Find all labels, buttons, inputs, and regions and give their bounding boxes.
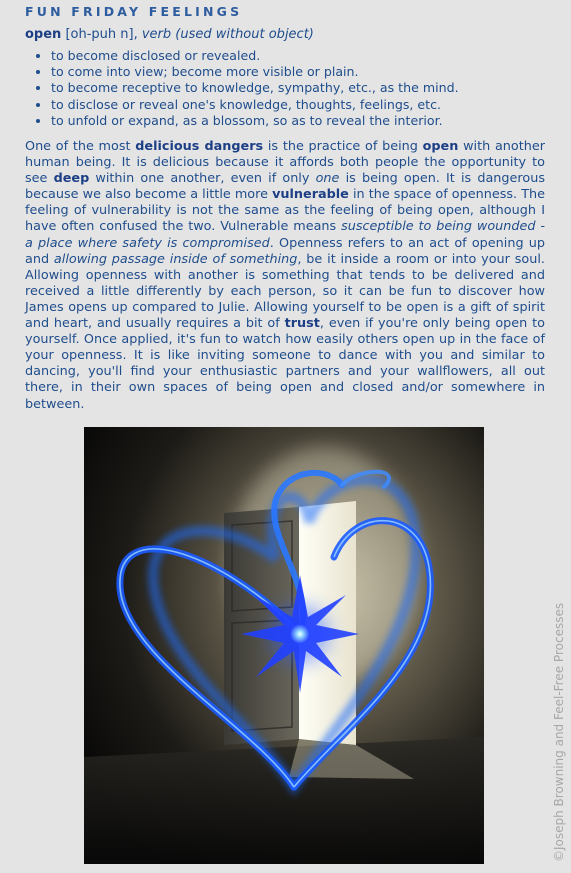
- body-emphasis-delicious-dangers: delicious dangers: [135, 139, 264, 154]
- body-italic-allowing-passage: allowing passage inside of something: [53, 251, 298, 267]
- body-text: is the practice of being: [263, 139, 423, 154]
- star-core: [290, 624, 310, 644]
- body-text: within one another, even if only: [89, 171, 316, 187]
- body-italic-one: one: [315, 171, 340, 187]
- body-text: , be it inside a room or into your soul. Allowing openness with another is something that tends to be delivered and received a little differently by each person, so it can be fun to discover how James opens up compared to Julie. Allowing yourself to be open is a gift of spirit and heart, and usually requires a bit of: [25, 251, 545, 332]
- definition-word: open: [25, 27, 62, 42]
- body-text: , even if you're only being open to yourself. Once applied, it's fun to watch how easily others open up in the face of your openness. It is like inviting someone to dance with you and similar to dancing, you'll find your enthusiastic partners and your wallflowers, all out there, in their own spaces of being open and closed and/or somewhere in between.: [25, 316, 545, 412]
- body-emphasis-trust: trust: [284, 316, 320, 332]
- body-emphasis-vulnerable: vulnerable: [272, 187, 349, 203]
- body-text: is being open. It is dangerous because we also become a little more: [25, 171, 545, 203]
- light-painted-heart-doorway-photo: [84, 427, 484, 864]
- body-text: with another human being. It is delicious because it affords both people the opportunity to see: [25, 139, 545, 187]
- page-heading: FUN FRIDAY FEELINGS: [25, 4, 243, 19]
- definition-part-of-speech: verb (used without object): [141, 27, 314, 42]
- body-text: . Openness refers to an act of opening up and: [25, 235, 545, 267]
- definition-pronunciation: [oh-puh n],: [61, 27, 142, 42]
- body-emphasis-deep: deep: [53, 171, 90, 187]
- definition-sense: • to become disclosed or revealed.: [51, 48, 551, 64]
- body-italic-susceptible: susceptible to being wounded - a place where safety is compromised: [25, 219, 545, 251]
- body-text: One of the most: [25, 139, 136, 154]
- definition-sense: • to become receptive to knowledge, sympathy, etc., as the mind.: [51, 80, 551, 96]
- definition-headline: [25, 27, 314, 42]
- body-emphasis-open: open: [422, 139, 459, 154]
- body-text: in the space of openness. The feeling of vulnerability is not the same as the feeling of being open, although I have often confused the two. Vulnerable means: [25, 187, 545, 235]
- definition-sense: • to come into view; become more visible or plain.: [51, 64, 551, 80]
- definition-sense: • to unfold or expand, as a blossom, so as to reveal the interior.: [51, 113, 551, 129]
- definition-list: [33, 48, 551, 129]
- body-paragraph: [25, 139, 545, 413]
- photo-credit: ©Joseph Browning and Feel-Free Processes: [552, 602, 566, 862]
- definition-sense: • to disclose or reveal one's knowledge, thoughts, feelings, etc.: [51, 97, 551, 113]
- floor: [84, 737, 484, 864]
